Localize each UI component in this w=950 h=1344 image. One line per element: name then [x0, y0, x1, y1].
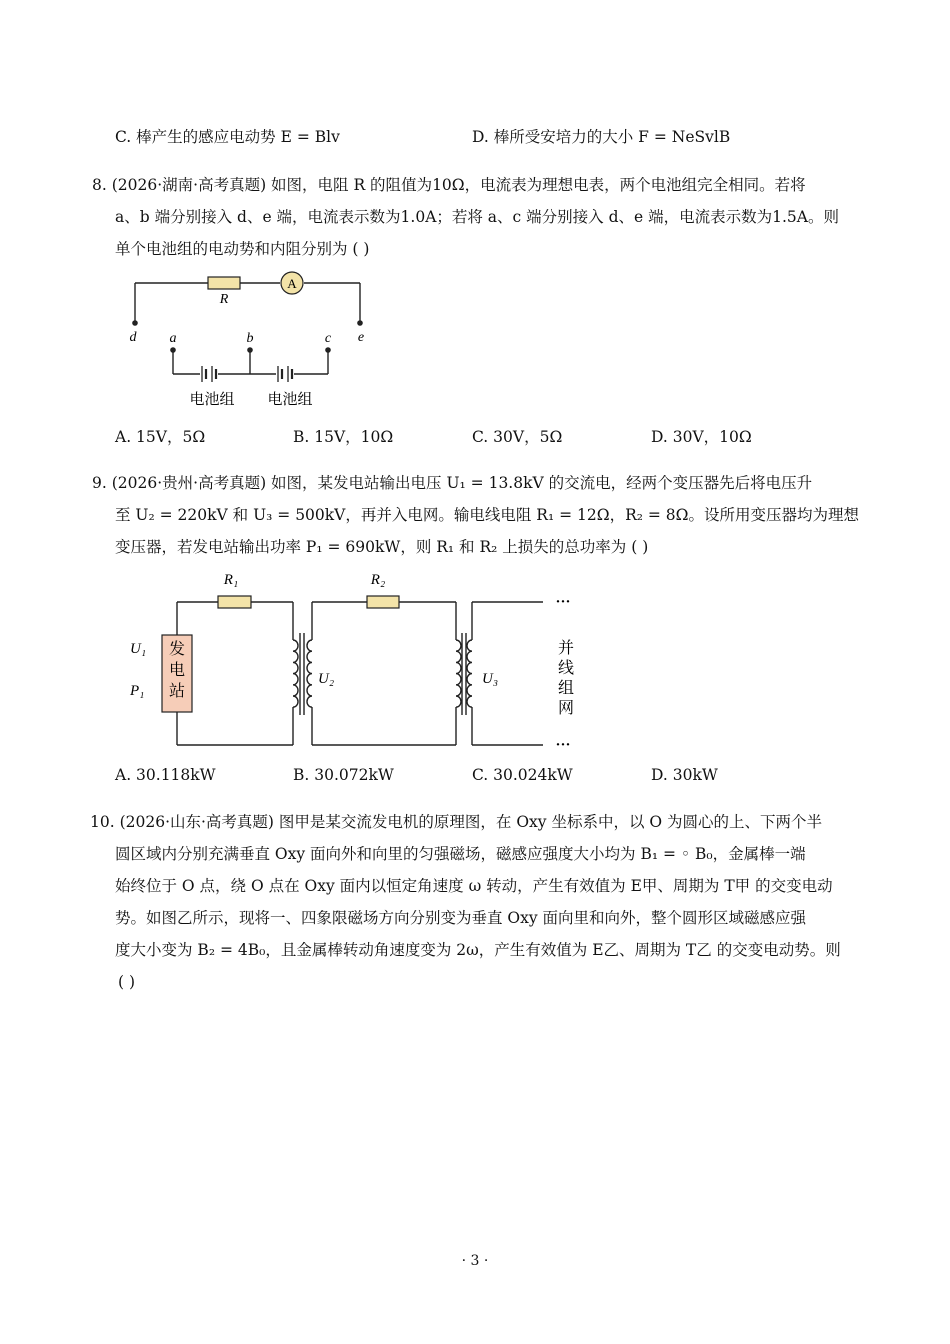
q9-stem-line-3: 变压器，若发电站输出功率 P₁ = 690kW，则 R₁ 和 R₂ 上损失的总功率为 ( ) — [115, 538, 649, 556]
station-char-3: 站 — [168, 681, 186, 700]
transformer-1 — [293, 640, 312, 707]
q8-option-d: D. 30V，10Ω — [651, 428, 752, 446]
q9-transmission-figure — [120, 565, 600, 760]
u1-label: U₁ — [130, 641, 147, 657]
grid-char-3: 组 — [557, 678, 575, 697]
terminal-b-label: b — [246, 331, 254, 346]
q10-stem-line-1: 10. (2026·山东·高考真题) 图甲是某交流发电机的原理图，在 Oxy 坐标系中，以 O 为圆心的上、下两个半 — [90, 813, 823, 831]
q9-option-c: C. 30.024kW — [472, 766, 573, 784]
q7-option-d: D. 棒所受安培力的大小 F = NeSvlB — [472, 128, 731, 146]
terminal-c-dot — [325, 347, 331, 353]
battery-1 — [202, 366, 216, 382]
r1-label: R₁ — [223, 572, 239, 588]
q9-option-d: D. 30kW — [651, 766, 718, 784]
dots-bottom: ··· — [555, 737, 571, 753]
terminal-a-label: a — [169, 331, 177, 346]
grid-char-4: 网 — [557, 698, 575, 717]
q8-option-b: B. 15V，10Ω — [293, 428, 394, 446]
q10-stem-line-2: 圆区域内分别充满垂直 Oxy 面向外和向里的匀强磁场，磁感应强度大小均为 B₁ = ◦ B₀，金属棒一端 — [115, 845, 806, 863]
station-char-1: 发 — [168, 639, 186, 658]
p1-label: P₁ — [130, 683, 145, 699]
u3-label: U₃ — [482, 671, 499, 687]
terminal-b-dot — [247, 347, 253, 353]
grid-char-1: 并 — [557, 638, 575, 657]
terminal-c-label: c — [324, 331, 332, 346]
q9-option-a: A. 30.118kW — [115, 766, 216, 784]
q9-option-b: B. 30.072kW — [293, 766, 394, 784]
u2-label: U₂ — [318, 671, 335, 687]
terminal-e-dot — [357, 320, 363, 326]
resistor-r — [208, 277, 240, 289]
q8-stem-line-3: 单个电池组的电动势和内阻分别为 ( ) — [115, 240, 370, 258]
q8-stem-line-1: 8. (2026·湖南·高考真题) 如图，电阻 R 的阻值为10Ω，电流表为理想电表，两个电池组完全相同。若将 — [92, 176, 806, 194]
station-char-2: 电 — [168, 660, 186, 679]
terminal-d-dot — [132, 320, 138, 326]
grid-char-2: 线 — [557, 658, 575, 677]
ammeter-label: A — [287, 276, 297, 291]
q10-stem-line-3: 始终位于 O 点，绕 O 点在 Oxy 面内以恒定角速度 ω 转动，产生有效值为 E甲、周期为 T甲 的交变电动 — [115, 877, 833, 895]
q10-stem-line-5: 度大小变为 B₂ = 4B₀，且金属棒转动角速度变为 2ω，产生有效值为 E乙、周期为 T乙 的交变电动势。则 — [115, 941, 841, 959]
resistor-label: R — [219, 292, 229, 307]
r2-label: R₂ — [370, 572, 386, 588]
battery-1-label: 电池组 — [189, 390, 235, 408]
q8-option-c: C. 30V，5Ω — [472, 428, 563, 446]
q9-stem-line-2: 至 U₂ = 220kV 和 U₃ = 500kV，再并入电网。输电线电阻 R₁ = 12Ω，R₂ = 8Ω。设所用变压器均为理想 — [115, 506, 860, 524]
terminal-e-label: e — [357, 330, 365, 345]
q8-option-a: A. 15V，5Ω — [115, 428, 206, 446]
terminal-a-dot — [170, 347, 176, 353]
transformer-2 — [456, 640, 472, 707]
battery-2-label: 电池组 — [267, 390, 313, 408]
q9-stem-line-1: 9. (2026·贵州·高考真题) 如图，某发电站输出电压 U₁ = 13.8kV 的交流电，经两个变压器先后将电压升 — [92, 474, 813, 492]
q8-circuit-figure — [120, 268, 380, 418]
terminal-d-label: d — [129, 330, 137, 345]
dots-top: ··· — [555, 594, 571, 610]
q10-stem-line-4: 势。如图乙所示，现将一、四象限磁场方向分别变为垂直 Oxy 面向里和向外，整个圆形区域磁感应强 — [115, 909, 807, 927]
q7-option-c: C. 棒产生的感应电动势 E = Blv — [115, 128, 340, 146]
resistor-r2 — [367, 596, 399, 608]
battery-2 — [278, 366, 292, 382]
resistor-r1 — [218, 596, 251, 608]
q8-stem-line-2: a、b 端分别接入 d、e 端，电流表示数为1.0A；若将 a、c 端分别接入 d、e 端，电流表示数为1.5A。则 — [115, 208, 839, 226]
page-number: · 3 · — [461, 1253, 489, 1269]
q10-stem-line-6: ( ) — [118, 973, 136, 991]
